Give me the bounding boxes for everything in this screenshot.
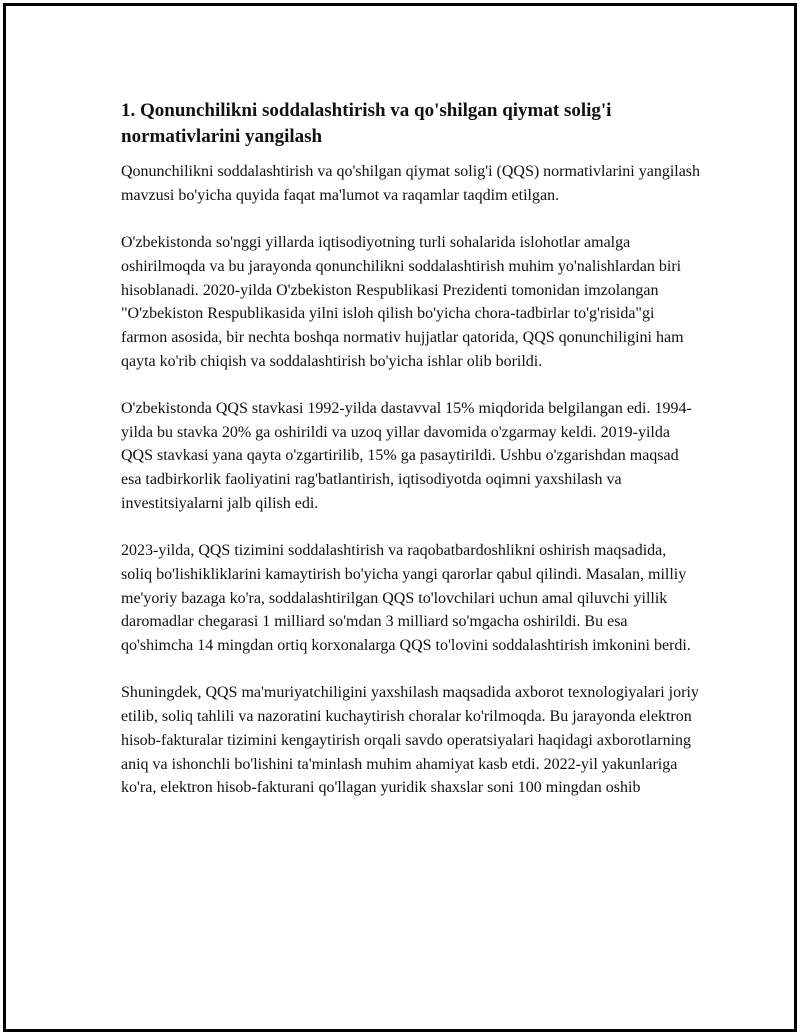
page-frame <box>3 3 797 1032</box>
paragraph-vat-rate-history: O'zbekistonda QQS stavkasi 1992-yilda dastavval 15% miqdorida belgilangan edi. 1994-yilda bu stavka 20% ga oshirildi va uzoq yillar davomida o'zgarmay keldi. 2019-yilda QQS stavkasi yana qayta o'zgartirilib, 15% ga pasaytirildi. Ushbu o'zgarishdan maqsad esa tadbirkorlik faoliyatini rag'batlantirish, iqtisodiyotda oqimni yaxshilash va investitsiyalarni jalb qilish edi. <box>121 400 692 512</box>
section-heading: 1. Qonunchilikni soddalashtirish va qo'shilgan qiymat solig'i normativlarini yangilash <box>121 100 612 147</box>
paragraph-reforms: O'zbekistonda so'nggi yillarda iqtisodiyotning turli sohalarida islohotlar amalga oshirilmoqda va bu jarayonda qonunchilikni soddalashtirish muhim yo'nalishlardan biri hisoblanadi. 2020-yilda O'zbekiston Respublikasi Prezidenti tomonidan imzolangan "O'zbekiston Respublikasida yilni isloh qilish bo'yicha chora-tadbirlar to'g'risida"gi farmon asosida, bir nechta boshqa normativ hujjatlar qatorida, QQS qonunchiligini ham qayta ko'rib chiqish va soddalashtirish bo'yicha ishlar olib borildi. <box>121 234 684 370</box>
document-body <box>121 98 701 824</box>
paragraph-intro: Qonunchilikni soddalashtirish va qo'shilgan qiymat solig'i (QQS) normativlarini yangilash mavzusi bo'yicha quyida faqat ma'lumot va raqamlar taqdim etilgan. <box>121 163 701 204</box>
paragraph-2023-decisions: 2023-yilda, QQS tizimini soddalashtirish va raqobatbardoshlikni oshirish maqsadida, soliq bo'lishikliklarini kamaytirish bo'yicha yangi qarorlar qabul qilindi. Masalan, milliy me'yoriy bazaga ko'ra, soddalashtirilgan QQS to'lovchilari uchun amal qiluvchi yillik daromadlar chegarasi 1 milliard so'mdan 3 milliard so'mgacha oshirildi. Bu esa qo'shimcha 14 mingdan ortiq korxonalarga QQS to'lovini soddalashtirish imkonini berdi. <box>121 542 691 655</box>
paragraph-it-administration: Shuningdek, QQS ma'muriyatchiligini yaxshilash maqsadida axborot texnologiyalari joriy etilib, soliq tahlili va nazoratini kuchaytirish choralar ko'rilmoqda. Bu jarayonda elektron hisob-fakturalar tizimini kengaytirish orqali savdo operatsiyalari haqidagi axborotlarning aniq va ishonchli bo'lishini ta'minlash muhim ahamiyat kasb etdi. 2022-yil yakunlariga ko'ra, elektron hisob-fakturani qo'llagan yuridik shaxslar soni 100 mingdan oshib <box>121 684 699 797</box>
